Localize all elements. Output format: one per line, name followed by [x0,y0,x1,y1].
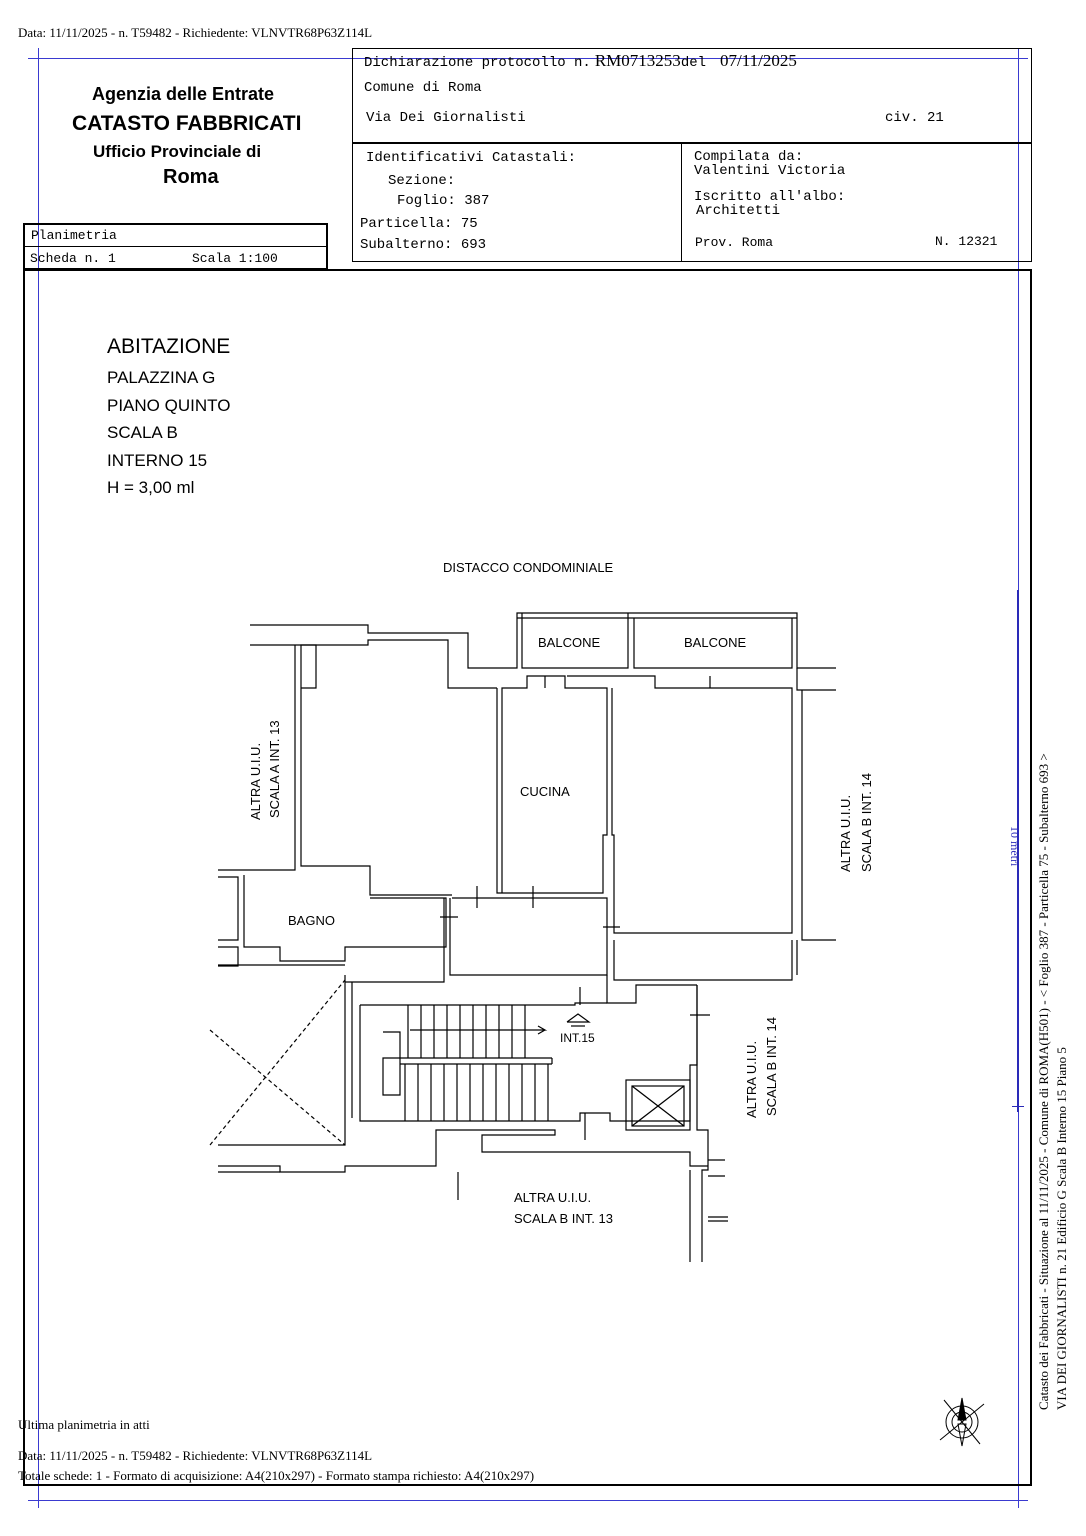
unit-palazzina: PALAZZINA G [107,368,216,387]
label-cucina: CUCINA [520,784,570,799]
wall [607,975,697,1003]
albo-label: Iscritto all'albo: [694,189,846,205]
agency-city: Roma [163,166,219,188]
unit-title: ABITAZIONE [107,335,231,358]
top-meta: Data: 11/11/2025 - n. T59482 - Richiedente: VLNVTR68P63Z114L [18,25,373,40]
north-arrow-icon [930,1390,994,1454]
footer-totale: Totale schede: 1 - Formato di acquisizione: A4(210x297) - Formato stampa richiesto: A4(210x297) [18,1468,535,1483]
sheet-type: Planimetria [31,228,117,243]
ids-particella: Particella: 75 [360,216,478,232]
label-left-altra: ALTRA U.I.U. [248,742,263,820]
protocol-label: Dichiarazione protocollo n. [364,55,591,71]
wall [697,985,708,1262]
wall [802,690,836,940]
wall [250,640,497,688]
wall [614,940,792,980]
label-balcone-2: BALCONE [684,635,747,650]
wall [301,688,452,895]
label-balcone-1: BALCONE [538,635,601,650]
unit-interno: INTERNO 15 [107,451,208,470]
stair-treads [405,1005,548,1121]
compiler-prov: Prov. Roma [695,235,774,250]
void-dashed [210,980,345,1145]
wall [383,1032,400,1095]
scale-bar-label: 10 metri [1008,826,1022,867]
sheet-scale: Scala 1:100 [192,251,278,266]
ids-subalterno: Subalterno: 693 [360,237,487,253]
civic-number: civ. 21 [885,110,944,126]
unit-height: H = 3,00 ml [107,478,195,497]
protocol-del: del [680,55,707,71]
wall [797,668,836,690]
label-right-altra: ALTRA U.I.U. [838,794,853,872]
label-right-scala: SCALA B INT. 14 [859,773,874,872]
label-distacco: DISTACCO CONDOMINIALE [443,560,614,575]
label-mid-altra: ALTRA U.I.U. [744,1040,759,1118]
comune: Comune di Roma [364,80,482,96]
wall [218,947,238,966]
sheet-scheda: Scheda n. 1 [30,251,116,266]
unit-piano: PIANO QUINTO [107,396,231,415]
footer-ultima: Ultima planimetria in atti [18,1417,150,1432]
wall [360,1003,607,1005]
wall [244,875,446,961]
compiler-name: Valentini Victoria [694,163,846,179]
protocol-number: RM0713253 [594,51,681,70]
label-int15: INT.15 [560,1031,595,1045]
door-ticks [440,676,710,1140]
label-bottom-altra: ALTRA U.I.U. [514,1190,592,1205]
side-text-2: VIA DEI GIORNALISTI n. 21 Edificio G Scala B Interno 15 Piano 5 [1054,1047,1069,1410]
agency-catasto: CATASTO FABBRICATI [72,112,302,135]
unit-scala: SCALA B [107,423,178,442]
label-mid-scala: SCALA B INT. 14 [764,1017,779,1116]
wall [218,1130,708,1172]
wall [567,676,792,933]
protocol-date: 07/11/2025 [720,51,797,70]
wall [218,975,345,1145]
ids-title: Identificativi Catastali: [366,150,577,166]
side-text-1: Catasto dei Fabbricati - Situazione al 11/11/2025 - Comune di ROMA(H501) - < Foglio 387 - Particella 75 - Subalterno 693 > [1036,753,1051,1410]
footer-meta: Data: 11/11/2025 - n. T59482 - Richiedente: VLNVTR68P63Z114L [18,1448,373,1463]
wall [218,877,238,940]
ids-sezione: Sezione: [388,173,456,189]
wall [450,898,607,975]
label-bagno: BAGNO [288,913,335,928]
compiler-number: N. 12321 [935,234,998,249]
label-bottom-scala: SCALA B INT. 13 [514,1211,613,1226]
scale-bar-tick [1012,1106,1024,1107]
compiler-label: Compilata da: [694,149,804,165]
agency-office: Ufficio Provinciale di [93,142,262,161]
agency-name: Agenzia delle Entrate [92,84,275,104]
wall [301,645,316,688]
entrance-symbol [567,1014,589,1022]
street: Via Dei Giornalisti [366,110,526,126]
wall [345,898,444,982]
ids-foglio: Foglio: 387 [397,193,490,209]
albo-value: Architetti [696,203,781,219]
label-left-scala: SCALA A INT. 13 [267,720,282,818]
